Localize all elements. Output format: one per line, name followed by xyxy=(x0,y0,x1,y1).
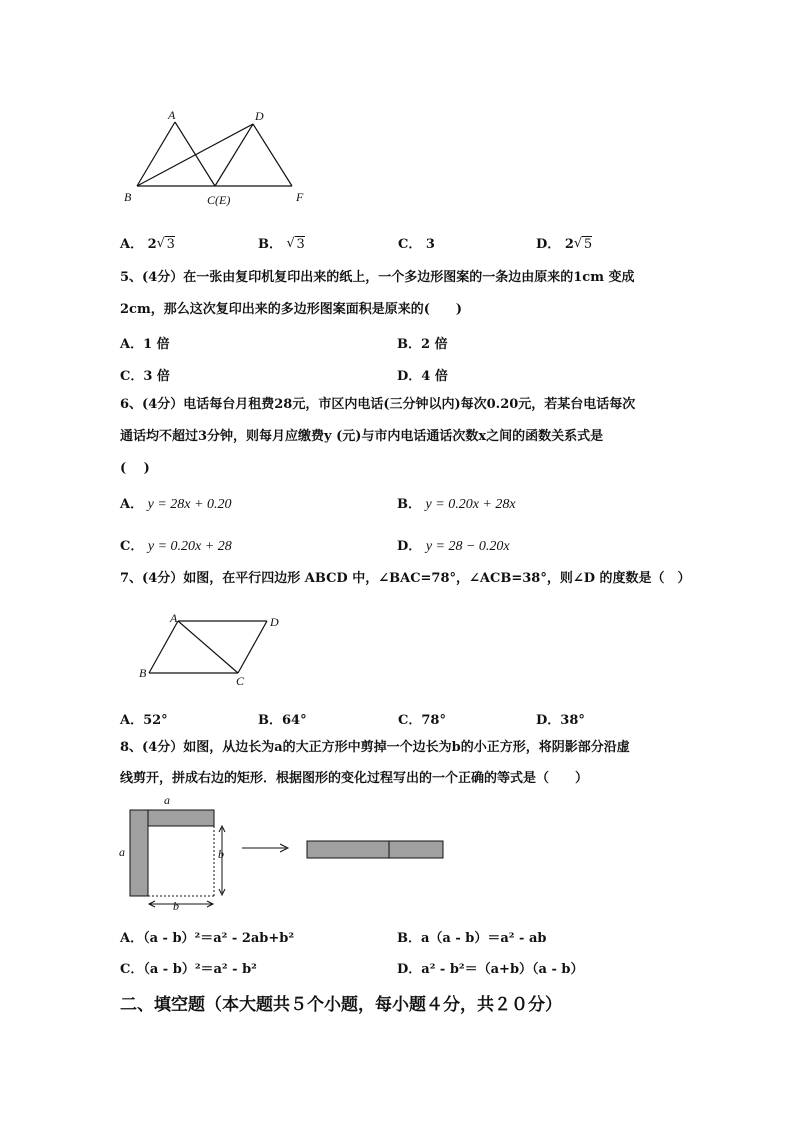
q6-option-c-formula: y = 0.20x + 28 xyxy=(147,539,232,554)
q8-option-d-letter: D． xyxy=(397,962,422,977)
q8-option-c-text: （a - b）²＝a² - b² xyxy=(143,962,257,977)
q6-stem-line2: 通话均不超过3分钟，则每月应缴费y (元)与市内电话通话次数x之间的函数关系式是 xyxy=(120,429,604,444)
q4-option-d-letter: D． xyxy=(536,237,561,252)
q4-option-d-radical: √ 5 xyxy=(573,236,593,252)
q8-label-b-bottom: b xyxy=(173,899,179,913)
q4-label-ce: C(E) xyxy=(207,193,231,207)
q4-label-d: D xyxy=(255,109,264,123)
q8-option-b-text: a（a - b）＝a² - ab xyxy=(421,931,547,946)
q8-option-b-letter: B． xyxy=(397,931,421,946)
q4-option-a-radical: √ 3 xyxy=(156,236,175,252)
q6-option-c-letter: C． xyxy=(120,539,144,554)
q6-option-d-letter: D． xyxy=(397,539,422,554)
q6-option-b-formula: y = 0.20x + 28x xyxy=(425,497,516,512)
q6-option-b-letter: B． xyxy=(397,497,421,512)
q5-option-c-text: 3 倍 xyxy=(143,369,170,384)
q8-stem-line2: 线剪开，拼成右边的矩形．根据图形的变化过程写出的一个正确的等式是（ ） xyxy=(120,771,589,786)
q8-result-rect-right xyxy=(389,841,443,858)
q4-option-a-letter: A． xyxy=(120,237,144,252)
q5-option-a-text: 1 倍 xyxy=(143,337,170,352)
q7-label-d: D xyxy=(270,615,279,629)
section2-title: 二、填空题（本大题共５个小题，每小题４分，共２０分） xyxy=(120,995,562,1015)
q7-option-c-text: 78° xyxy=(421,713,446,728)
q8-label-a-top: a xyxy=(164,793,170,807)
q5-option-b-letter: B． xyxy=(397,337,421,352)
q7-option-d-text: 38° xyxy=(560,713,585,728)
q6-option-a-formula: y = 28x + 0.20 xyxy=(147,497,232,512)
q4-option-a-radicand: 3 xyxy=(166,237,175,252)
q6-stem-line3: ( ) xyxy=(120,461,150,476)
q7-option-a-letter: A． xyxy=(120,713,144,728)
q4-option-c-value: 3 xyxy=(425,237,435,252)
q4-option-a-coef: 2 xyxy=(147,237,157,252)
q4-option-b-radical: √ 3 xyxy=(286,236,305,252)
q8-label-a-left: a xyxy=(119,845,125,859)
q4-option-b-radicand: 3 xyxy=(296,237,305,252)
q8-stem-line1: 8、(4分）如图，从边长为a的大正方形中剪掉一个边长为b的小正方形，将阴影部分沿虚 xyxy=(120,740,630,755)
q7-option-b-text: 64° xyxy=(282,713,307,728)
q8-option-a[interactable] xyxy=(120,927,294,946)
q5-option-b-text: 2 倍 xyxy=(421,337,448,352)
q4-option-c-letter: C． xyxy=(398,237,422,252)
q5-stem-line2: 2cm，那么这次复印出来的多边形图案面积是原来的( ) xyxy=(120,302,463,317)
q4-label-f: F xyxy=(296,190,304,204)
q7-stem-line1: 7、(4分）如图，在平行四边形 ABCD 中，∠BAC=78°，∠ACB=38°，则∠D 的度数是（ ） xyxy=(120,571,691,586)
q8-option-d-text: a² - b²＝（a+b）（a - b） xyxy=(421,962,584,977)
q8-option-a-text: （a - b）²＝a² - 2ab+b² xyxy=(143,931,295,946)
q5-option-c-letter: C． xyxy=(120,369,144,384)
q7-label-c: C xyxy=(236,674,245,688)
q6-option-a-letter: A． xyxy=(120,497,144,512)
q8-label-b-right: b xyxy=(218,847,224,861)
q8-option-a-letter: A． xyxy=(120,931,144,946)
q8-option-b[interactable] xyxy=(397,927,546,946)
q4-option-b-letter: B． xyxy=(258,237,282,252)
q7-option-d-letter: D． xyxy=(536,713,561,728)
q5-option-d-text: 4 倍 xyxy=(421,369,448,384)
q4-label-b: B xyxy=(124,190,132,204)
q4-option-d-radicand: 5 xyxy=(583,237,593,252)
q8-option-c-letter: C． xyxy=(120,962,144,977)
q5-option-a-letter: A． xyxy=(120,337,144,352)
q6-stem-line1: 6、(4分）电话每台月租费28元，市区内电话(三分钟以内)每次0.20元，若某台电话每次 xyxy=(120,397,636,412)
q7-option-c-letter: C． xyxy=(398,713,422,728)
q7-option-b-letter: B． xyxy=(258,713,282,728)
q7-option-a-text: 52° xyxy=(143,713,168,728)
q8-option-c[interactable] xyxy=(120,958,257,977)
q4-label-a: A xyxy=(168,108,176,122)
q4-option-d-coef: 2 xyxy=(564,237,574,252)
q8-option-d[interactable] xyxy=(397,958,584,977)
q7-label-b: B xyxy=(139,666,147,680)
q8-result-rect-left xyxy=(307,841,389,858)
q6-option-d-formula: y = 28 − 0.20x xyxy=(425,539,510,554)
q7-label-a: A xyxy=(170,611,178,625)
q5-option-d-letter: D． xyxy=(397,369,422,384)
q8-shaded-left-strip xyxy=(130,810,148,896)
q8-shaded-top-strip xyxy=(148,810,214,826)
q5-stem-line1: 5、(4分）在一张由复印机复印出来的纸上，一个多边形图案的一条边由原来的1cm 变成 xyxy=(120,270,635,285)
